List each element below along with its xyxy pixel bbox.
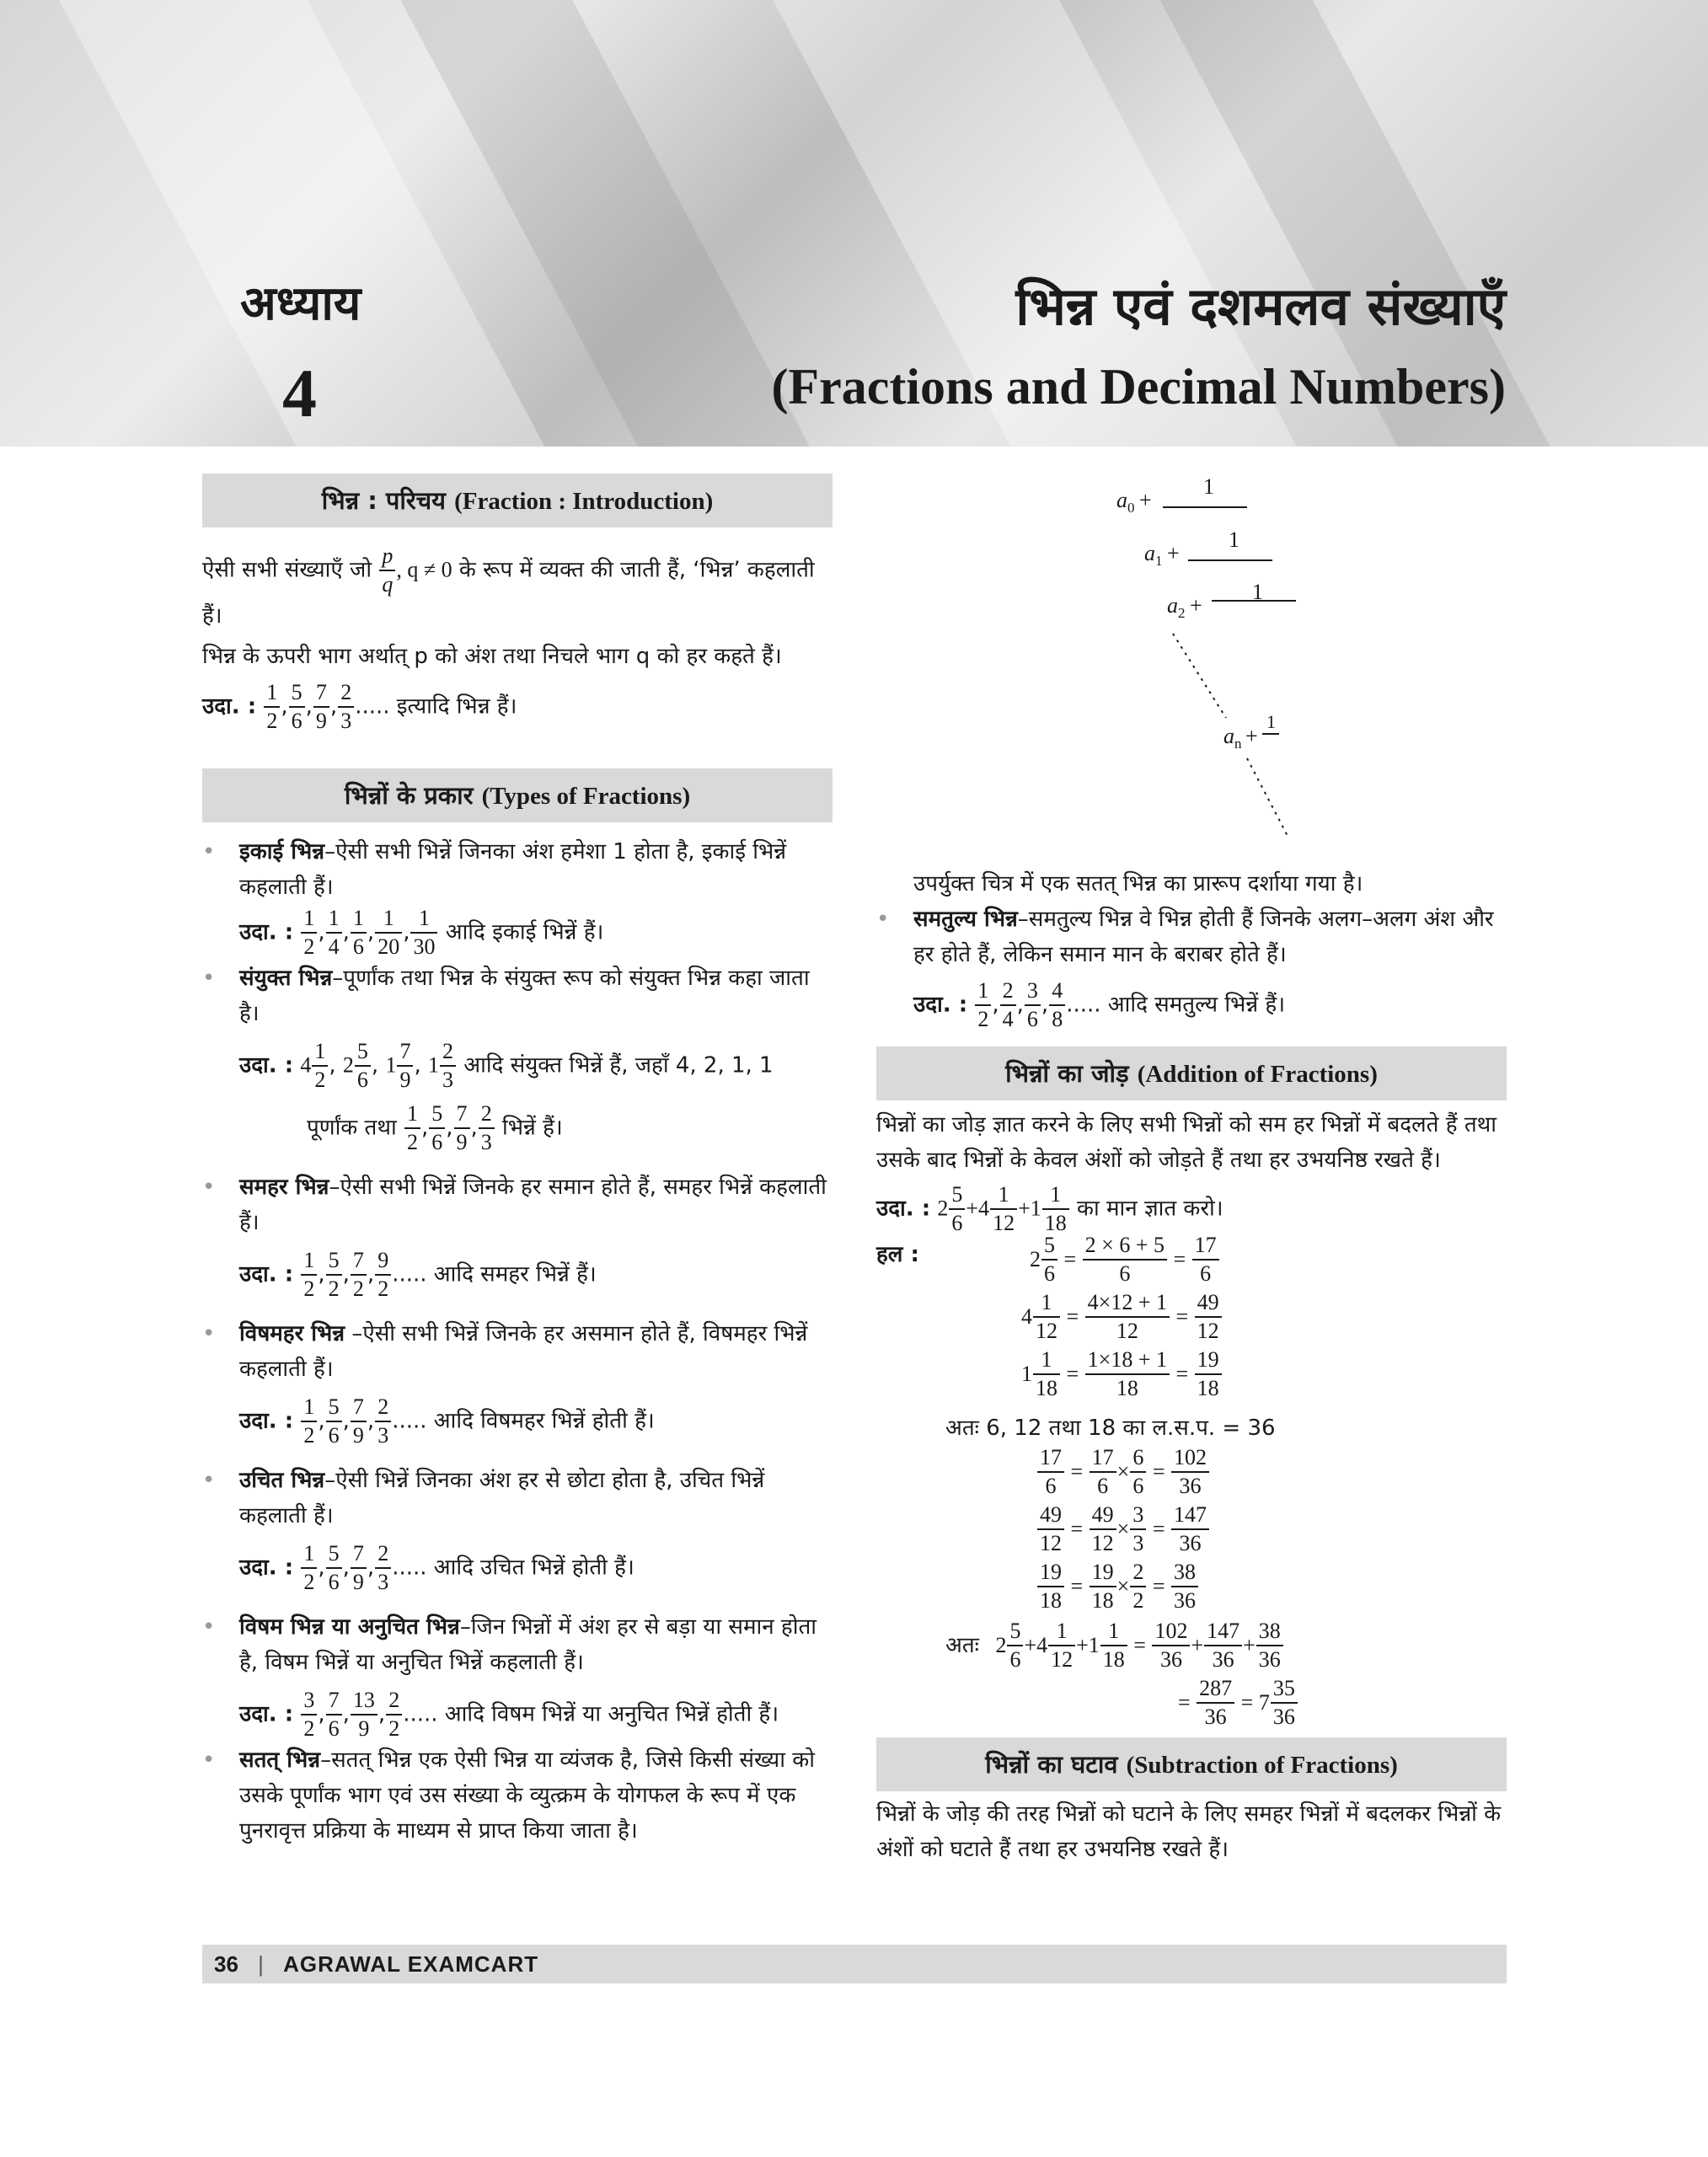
chapter-title-english: (Fractions and Decimal Numbers) xyxy=(771,359,1506,415)
list-item-mixed-fraction: • संयुक्त भिन्न–पूर्णांक तथा भिन्न के संयुक्त रूप को संयुक्त भिन्न कहा जाता है। xyxy=(202,961,833,1031)
svg-text:1: 1 xyxy=(1252,580,1263,604)
mixed-fraction-example: उदा. : 4 $\frac{1}{2}$ , 2 $\frac{5}{6}$ , 1 $\frac{7}{9}$ , 1 $\frac{2}{3}$ आदि संयुक्त भिन्नें हैं, जहाँ 4, 2, 1, 1 xyxy=(239,1039,774,1092)
chapter-title-hindi: भिन्न एवं दशमलव संख्याएँ xyxy=(1015,276,1506,337)
improper-fraction-example: उदा. : $\frac{3}{2}$ , $\frac{7}{6}$ , $\frac{13}{9}$ , $\frac{2}{2}$ ..... आदि विषम भिन्नें या अनुचित भिन्नें होती हैं। xyxy=(239,1688,779,1741)
svg-text:a: a xyxy=(1116,488,1127,512)
unit-fraction-example: उदा. : $\frac{1}{2}$ , $\frac{1}{4}$ , $\frac{1}{6}$ , $\frac{1}{20}$ , $\frac{1}{30}$ आदि इकाई भिन्नें हैं। xyxy=(239,906,604,959)
unlike-fraction-example: उदा. : $\frac{1}{2}$ , $\frac{5}{6}$ , $\frac{7}{9}$ , $\frac{2}{3}$ ..... आदि विषमहर भिन्नें होती हैं। xyxy=(239,1394,655,1448)
svg-text:1: 1 xyxy=(1203,474,1214,499)
svg-text:+: + xyxy=(1190,593,1202,618)
svg-text:1: 1 xyxy=(1155,553,1163,569)
right-column xyxy=(876,474,1507,1867)
svg-text:0: 0 xyxy=(1127,500,1135,516)
svg-text:+: + xyxy=(1139,488,1152,512)
intro-definition: भिन्न के ऊपरी भाग अर्थात् p को अंश तथा निचले भाग q को हर कहते हैं। xyxy=(202,644,782,669)
section-heading-addition: भिन्नों का जोड़ (Addition of Fractions) xyxy=(876,1046,1507,1100)
continued-fraction-diagram xyxy=(876,474,1507,870)
left-column xyxy=(202,474,833,1849)
intro-example: उदा. : $\frac{1}{2}$ , $\frac{5}{6}$ , $\frac{7}{9}$ , $\frac{2}{3}$ ..... इत्यादि भिन्न हैं। xyxy=(202,680,517,733)
list-item-proper-fraction: • उचित भिन्न–ऐसी भिन्नें जिनका अंश हर से छोटा होता है, उचित भिन्नें कहलाती हैं। xyxy=(202,1463,833,1533)
section-heading-subtraction: भिन्नों का घटाव (Subtraction of Fractions) xyxy=(876,1737,1507,1791)
footer-separator: | xyxy=(258,1951,264,1977)
svg-text:1: 1 xyxy=(1266,711,1276,732)
chapter-number: 4 xyxy=(282,355,317,431)
svg-text:a: a xyxy=(1167,593,1178,618)
list-item-equivalent-fraction: • समतुल्य भिन्न–समतुल्य भिन्न वे भिन्न होती हैं जिनके अलग–अलग अंश और हर होते हैं, लेकिन समान मान के बराबर होते हैं। xyxy=(876,902,1507,972)
svg-text:+: + xyxy=(1245,724,1258,748)
list-item-unit-fraction: • इकाई भिन्न–ऐसी सभी भिन्नें जिनका अंश हमेशा 1 होता है, इकाई भिन्नें कहलाती हैं। xyxy=(202,834,833,905)
section-heading-intro: भिन्न : परिचय (Fraction : Introduction) xyxy=(202,474,833,527)
svg-text:1: 1 xyxy=(1229,527,1240,552)
section-heading-types: भिन्नों के प्रकार (Types of Fractions) xyxy=(202,768,833,822)
svg-text:n: n xyxy=(1234,736,1242,752)
addition-paragraph: भिन्नों का जोड़ ज्ञात करने के लिए सभी भिन्नों को सम हर भिन्नों में बदलते हैं तथा उसके बाद भिन्नों के केवल अंशों को जोड़ते हैं तथा हर उभयनिष्ठ रखते हैं। xyxy=(876,1112,1497,1173)
page-footer xyxy=(202,1945,1507,1983)
page-number: 36 xyxy=(214,1951,238,1977)
list-item-improper-fraction: • विषम भिन्न या अनुचित भिन्न–जिन भिन्नों में अंश हर से बड़ा या समान होता है, विषम भिन्नें या अनुचित भिन्नें कहलाती हैं। xyxy=(202,1609,833,1680)
chapter-label: अध्याय xyxy=(240,276,361,331)
list-item-continued-fraction: • सतत् भिन्न–सतत् भिन्न एक ऐसी भिन्न या व्यंजक है, जिसे किसी संख्या को उसके पूर्णांक भाग एवं उस संख्या के व्युत्क्रम के योगफल के रूप में एक पुनरावृत्त प्रक्रिया के माध्यम से प्राप्त किया जाता है। xyxy=(202,1742,833,1849)
proper-fraction-example: उदा. : $\frac{1}{2}$ , $\frac{5}{6}$ , $\frac{7}{9}$ , $\frac{2}{3}$ ..... आदि उचित भिन्नें होती हैं। xyxy=(239,1541,634,1594)
lcm-line: अतः 6, 12 तथा 18 का ल.स.प. = 36 xyxy=(945,1416,1276,1441)
intro-paragraph: ऐसी सभी संख्याएँ जो $\frac{p}{q}$ , q ≠ 0 के रूप में व्यक्त की जाती हैं, ‘भिन्न’ कहलाती हैं। xyxy=(202,543,815,629)
svg-text:a: a xyxy=(1144,541,1155,565)
publisher-brand: AGRAWAL EXAMCART xyxy=(283,1951,539,1977)
fraction: $\frac{p}{q}$ xyxy=(379,543,395,598)
list-item-unlike-fraction: • विषमहर भिन्न –ऐसी सभी भिन्नें जिनके हर असमान होते हैं, विषमहर भिन्नें कहलाती हैं। xyxy=(202,1316,833,1387)
svg-text:2: 2 xyxy=(1178,605,1186,621)
subtraction-paragraph: भिन्नों के जोड़ की तरह भिन्नों को घटाने के लिए समहर भिन्नों में बदलकर भिन्नों के अंशों को घटाते हैं तथा हर उभयनिष्ठ रखते हैं। xyxy=(876,1801,1502,1862)
continued-fraction-figure xyxy=(876,474,1507,870)
addition-solution: हल : 2 $\frac{5}{6}$ = $\frac{2 \times 6 + 5}{6}$ = $\frac{17}{6}$ 4 $\frac{1}{12}$ = $\frac{4\times 12 + 1}{12}$ = $\frac{49}{12}$ 1 $\frac{1}{18}$ = $\frac{1\times 18 + 1}{18}$ = $\frac{19}{18}$ अतः 6, 12 तथा 18 का ल.स.प. = 36 $\frac{17}{6}$ = $\frac{17}{6}$ × $\frac{6}{6}$ = $\frac{102}{36}$ $\frac{49}{12}$ = $\frac{49}{12}$ × $\frac{3}{3}$ = $\frac{147}{36}$ $\frac{19}{18}$ = $\frac{19}{18}$ × $\frac{2}{2}$ = $\frac{38}{36}$ अतः 2 $\frac{5}{6}$ +4 $\frac{1}{12}$ +1 $\frac{1}{18}$ = $\frac{102}{36}$ + $\frac{147}{36}$ + $\frac{38}{36}$ = $\frac{287}{36}$ = 7 $\frac{35}{36}$ xyxy=(876,1237,1507,1709)
equivalent-fraction-example: उदा. : $\frac{1}{2}$ , $\frac{2}{4}$ , $\frac{3}{6}$ , $\frac{4}{8}$ ..... आदि समतुल्य भिन्नें हैं। xyxy=(913,978,1286,1031)
mixed-fraction-example-cont: पूर्णांक तथा $\frac{1}{2}$ , $\frac{5}{6}$ , $\frac{7}{9}$ , $\frac{2}{3}$ भिन्नें हैं। xyxy=(307,1101,563,1154)
like-fraction-example: उदा. : $\frac{1}{2}$ , $\frac{5}{2}$ , $\frac{7}{2}$ , $\frac{9}{2}$ ..... आदि समहर भिन्नें हैं। xyxy=(239,1248,597,1301)
list-item-like-fraction: • समहर भिन्न–ऐसी सभी भिन्नें जिनके हर समान होते हैं, समहर भिन्नें कहलाती हैं। xyxy=(202,1169,833,1240)
continued-fraction-caption: उपर्युक्त चित्र में एक सतत् भिन्न का प्रारूप दर्शाया गया है। xyxy=(913,871,1363,897)
svg-text:a: a xyxy=(1223,724,1234,748)
svg-text:+: + xyxy=(1167,541,1180,565)
addition-example: उदा. : 2 $\frac{5}{6}$ +4 $\frac{1}{12}$ +1 $\frac{1}{18}$ का मान ज्ञात करो। xyxy=(876,1182,1223,1235)
chapter-banner xyxy=(0,0,1708,447)
